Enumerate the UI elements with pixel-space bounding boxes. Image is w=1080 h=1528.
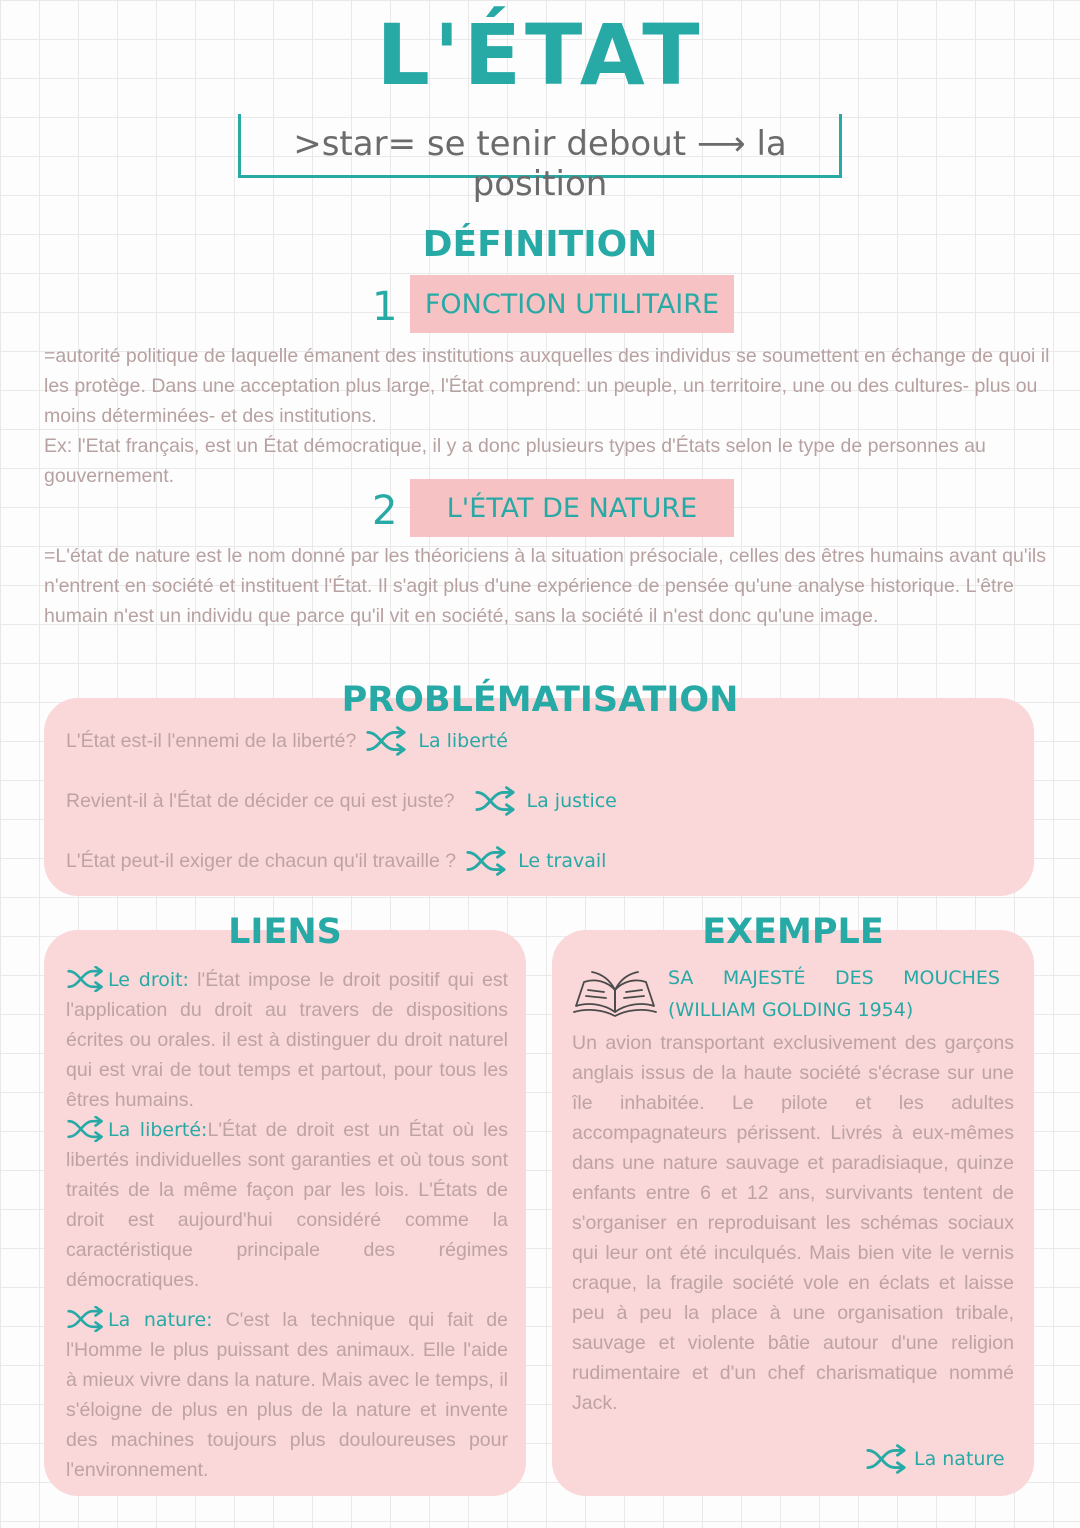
- exemple-text: Un avion transportant exclusivement des garçons anglais issus de la haute société s'écrase sur une île inhabitée. Le pilote et les adultes accompagnateurs périssent. Livrés à eux-mêmes dans une nature sauvage et paradisiaque, quinze enfants entre 6 et 12 ans, survivants tentent de s'organiser en reproduisant les schémas sociaux qui leur ont été inculqués. Mais bien vite le vernis craque, la fragile société vole en éclats et laisse peu à peu la place à une organisation tribale, sauvage et violente bâtie autour d'une religion rudimentaire et d'un chef charismatique nommé Jack.: [572, 1032, 1014, 1414]
- liens-item: [66, 965, 508, 1115]
- question-tag: La justice: [526, 790, 617, 812]
- question-row: [66, 726, 508, 756]
- definition-text-1: =autorité politique de laquelle émanent des institutions auxquelles des individus se soumettent en échange de quoi il les protège. Dans une acceptation plus large, l'État comprend: un peuple, un territoire, une ou des cultures- plus ou moins déterminées- et des institutions. Ex: l'Etat français, est un État démocratique, il y a donc plusieurs types d'États selon le type de personnes au gouvernement.: [44, 345, 1050, 487]
- liens-item-lead: La nature:: [108, 1309, 213, 1331]
- liens-item: [66, 1115, 508, 1295]
- book-title: [668, 962, 1000, 1026]
- question-text: L'État est-il l'ennemi de la liberté?: [66, 729, 357, 752]
- liens-item-text: C'est la technique qui fait de l'Homme le plus puissant des animaux. Elle l'aide à mieux vivre dans la nature. Mais avec le temps, il s'éloigne de plus en plus de la nature et invente des machines toujours plus douloureuses pour l'environnement.: [66, 1309, 508, 1481]
- question-tag: Le travail: [518, 850, 607, 872]
- definition-number-1: 1: [372, 284, 398, 330]
- exemple-tag: La nature: [914, 1448, 1005, 1470]
- liens-item-text: L'État de droit est un État où les libertés individuelles sont garanties et où tous sont traités de la même façon par les lois. L'États de droit est aujourd'hui considéré comme la caractéristique principale des régimes démocratiques.: [66, 1119, 508, 1291]
- book-title-word: MOUCHES: [903, 967, 1000, 989]
- definition-label-2: L'ÉTAT DE NATURE: [410, 479, 734, 537]
- shuffle-icon: [66, 966, 106, 992]
- book-title-word: DES: [834, 967, 874, 989]
- book-title-word: MAJESTÉ: [722, 967, 806, 989]
- definition-heading: DÉFINITION: [422, 224, 658, 265]
- question-row: [66, 846, 606, 876]
- book-title-line: [668, 962, 1000, 994]
- etymology-box: [238, 114, 842, 204]
- liens-item: [66, 1305, 508, 1485]
- exemple-tag-row: [866, 1444, 1005, 1474]
- shuffle-icon: [66, 1306, 106, 1332]
- liens-item-lead: Le droit:: [108, 969, 189, 991]
- book-icon: [572, 968, 658, 1020]
- liens-heading: LIENS: [228, 912, 342, 952]
- question-text: L'État peut-il exiger de chacun qu'il travaille ?: [66, 849, 457, 872]
- question-text: Revient-il à l'État de décider ce qui est juste?: [66, 789, 455, 812]
- definition-number-2: 2: [372, 488, 398, 534]
- shuffle-icon: [466, 846, 508, 876]
- shuffle-icon: [866, 1444, 908, 1474]
- shuffle-icon: [66, 1116, 106, 1142]
- etymology-text: >star= se tenir debout ⟶ la position: [293, 124, 787, 204]
- question-row: [66, 786, 617, 816]
- problematisation-heading: PROBLÉMATISATION: [341, 680, 739, 720]
- definition-label-1: FONCTION UTILITAIRE: [410, 275, 734, 333]
- liens-list: [66, 965, 508, 1485]
- exemple-heading: EXEMPLE: [702, 912, 884, 952]
- page-title: L'ÉTAT: [376, 6, 704, 104]
- shuffle-icon: [475, 786, 517, 816]
- liens-item-lead: La liberté:: [108, 1119, 208, 1141]
- shuffle-icon: [366, 726, 408, 756]
- definition-text-2: =L'état de nature est le nom donné par les théoriciens à la situation présociale, celles des êtres humains avant qu'ils n'entrent en société et instituent l'État. Il s'agit plus d'une expérience de pensée qu'une analyse historique. L'être humain n'est un individu que parce qu'il vit en société, sans la société il n'est donc qu'une image.: [44, 545, 1046, 627]
- book-title-word: SA: [668, 967, 694, 989]
- liens-item-text: l'État impose le droit positif qui est l'application du droit au travers de dispositions écrites ou orales. il est à distinguer du droit naturel qui est vrai de tout temps et partout, pour tous les êtres humains.: [66, 969, 508, 1111]
- question-tag: La liberté: [418, 730, 508, 752]
- book-author: (WILLIAM GOLDING 1954): [668, 999, 914, 1021]
